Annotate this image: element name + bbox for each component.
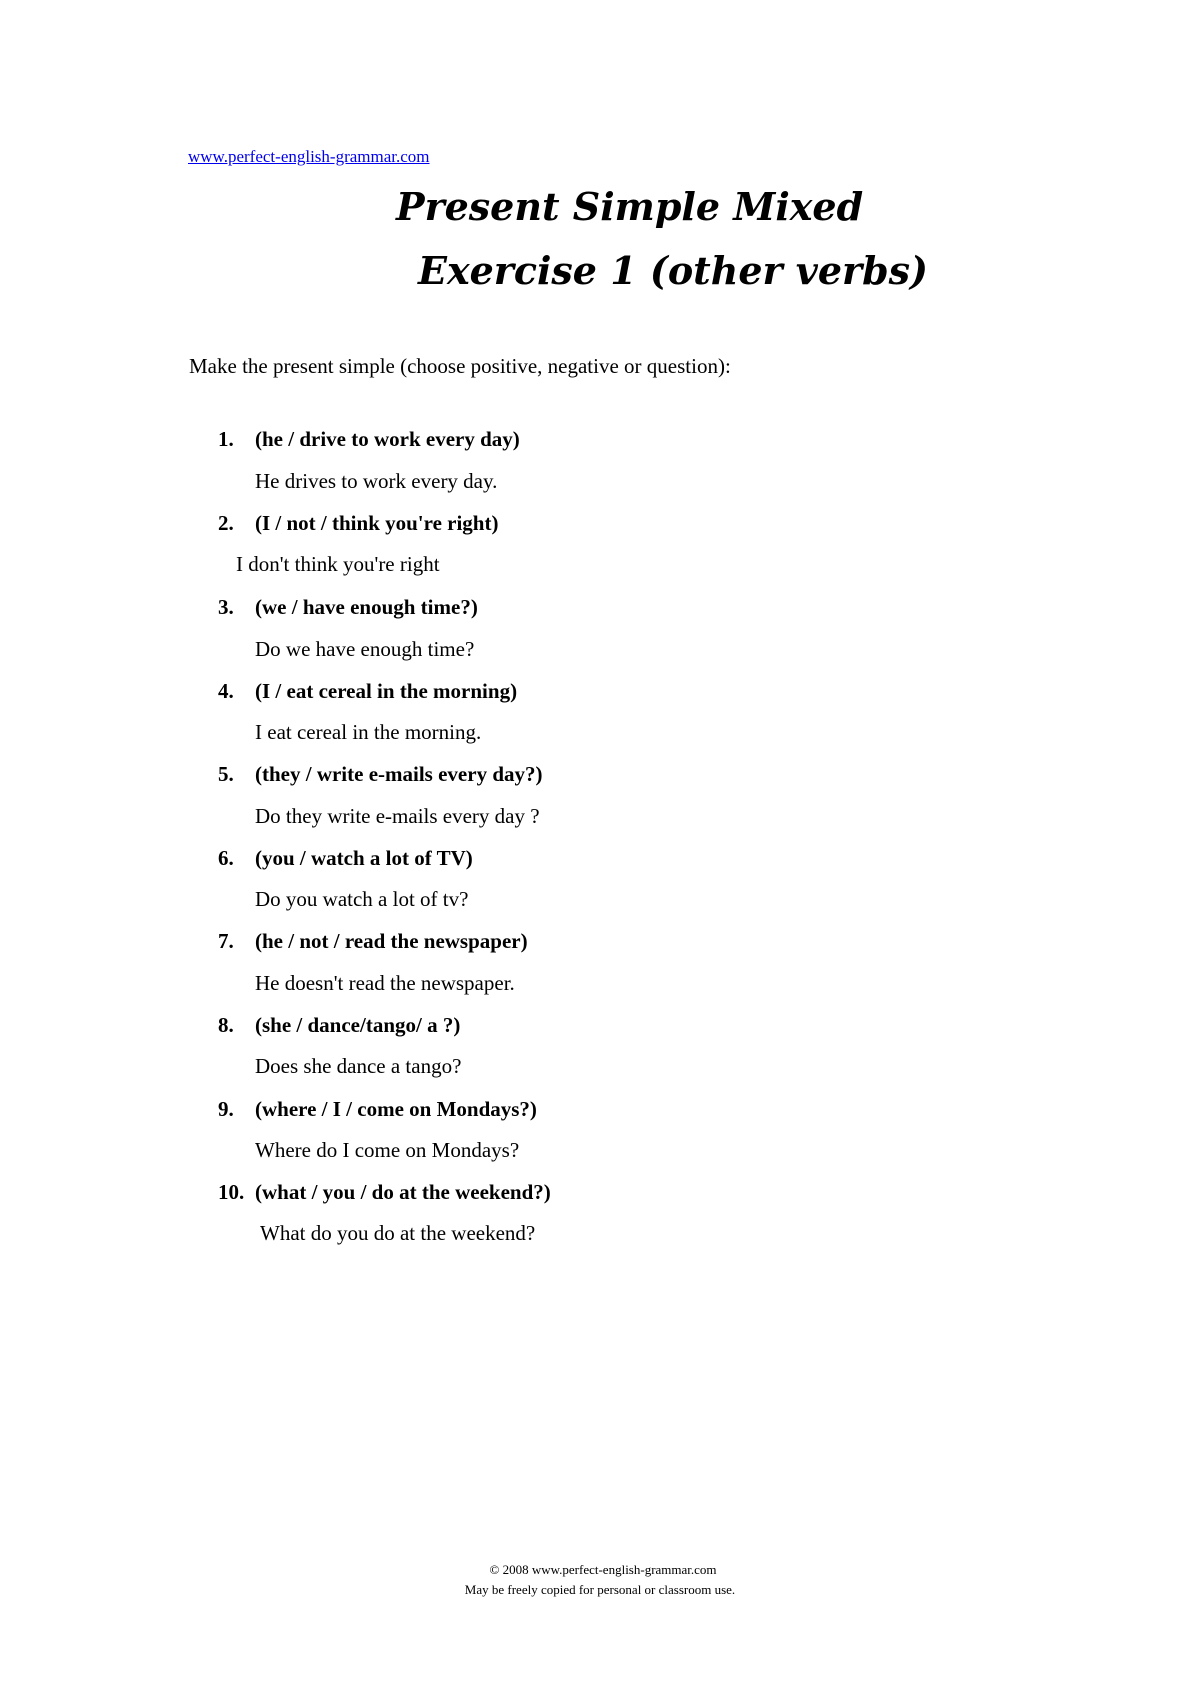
exercise-number: 6. — [218, 846, 234, 870]
exercise-prompt-text: (he / not / read the newspaper) — [255, 929, 528, 953]
exercise-answer: Does she dance a tango? — [255, 1054, 462, 1078]
instruction-text: Make the present simple (choose positive, negative or question): — [189, 354, 731, 378]
exercise-answer: Where do I come on Mondays? — [255, 1138, 520, 1162]
exercise-prompt — [218, 1097, 537, 1122]
exercise-number: 5. — [218, 762, 234, 786]
exercise-number: 8. — [218, 1013, 234, 1037]
exercise-prompt — [218, 762, 543, 787]
exercise-answer: Do we have enough time? — [255, 637, 475, 661]
exercise-prompt-text: (we / have enough time?) — [255, 595, 478, 619]
exercise-answer: He drives to work every day. — [255, 469, 498, 493]
exercise-prompt — [218, 595, 478, 620]
exercise-answer: I don't think you're right — [236, 552, 440, 576]
exercise-answer: Do you watch a lot of tv? — [255, 887, 469, 911]
exercise-prompt-text: (you / watch a lot of TV) — [255, 846, 473, 870]
page-subtitle: Exercise 1 (other verbs) — [418, 248, 929, 293]
exercise-number: 4. — [218, 679, 234, 703]
exercise-prompt-text: (she / dance/tango/ a ?) — [255, 1013, 461, 1037]
exercise-prompt-text: (I / eat cereal in the morning) — [255, 679, 518, 703]
footer-copyright: © 2008 www.perfect-english-grammar.com — [489, 1562, 717, 1577]
exercise-prompt-text: (they / write e-mails every day?) — [255, 762, 543, 786]
footer-license: May be freely copied for personal or classroom use. — [464, 1582, 736, 1597]
exercise-number: 10. — [218, 1180, 245, 1204]
exercise-prompt — [218, 846, 473, 871]
exercise-number: 9. — [218, 1097, 234, 1121]
exercise-answer: He doesn't read the newspaper. — [255, 971, 515, 995]
exercise-number: 1. — [218, 427, 234, 451]
exercise-number: 3. — [218, 595, 234, 619]
page-title: Present Simple Mixed — [396, 184, 864, 229]
exercise-answer: I eat cereal in the morning. — [255, 720, 482, 744]
exercise-prompt-text: (he / drive to work every day) — [255, 427, 520, 451]
exercise-number: 7. — [218, 929, 234, 953]
exercise-prompt-text: (what / you / do at the weekend?) — [255, 1180, 551, 1204]
exercise-answer: What do you do at the weekend? — [260, 1221, 536, 1245]
exercise-prompt-text: (where / I / come on Mondays?) — [255, 1097, 537, 1121]
exercise-prompt — [218, 929, 528, 954]
exercise-answer: Do they write e-mails every day ? — [255, 804, 540, 828]
exercise-prompt — [218, 427, 520, 452]
exercise-number: 2. — [218, 511, 234, 535]
exercise-prompt — [218, 1013, 460, 1038]
exercise-prompt — [218, 1180, 551, 1205]
exercise-prompt — [218, 679, 517, 704]
exercise-prompt-text: (I / not / think you're right) — [255, 511, 499, 535]
exercise-prompt — [218, 511, 498, 536]
site-link[interactable]: www.perfect-english-grammar.com — [188, 147, 430, 166]
